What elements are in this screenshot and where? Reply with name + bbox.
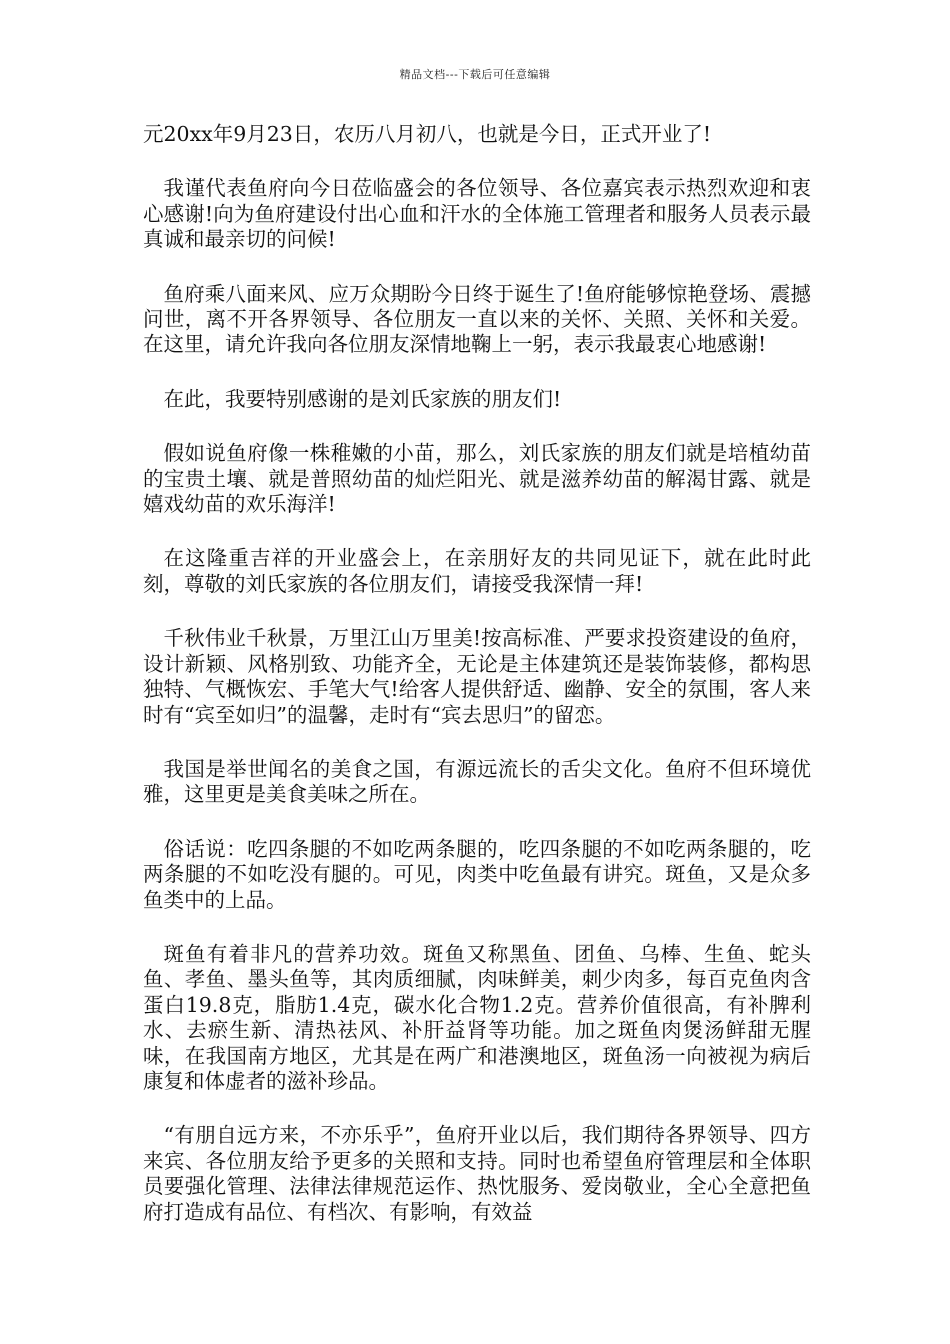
page-header: 精品文档---下载后可任意编辑 <box>399 68 551 81</box>
paragraph-proverb: 俗话说：吃四条腿的不如吃两条腿的，吃四条腿的不如吃两条腿的，吃两条腿的不如吃没有腿的。可见，肉类中吃鱼最有讲究。斑鱼，又是众多鱼类中的上品。 <box>143 836 811 912</box>
paragraph-closing: “有朋自远方来，不亦乐乎”，鱼府开业以后，我们期待各界领导、四方来宾、各位朋友给予更多的关照和支持。同时也希望鱼府管理层和全体职员要强化管理、法律法律规范运作、热忱服务、爱岗敬业，全心全意把鱼府打造成有品位、有档次、有影响，有效益 <box>143 1123 811 1224</box>
paragraph-nutrition: 斑鱼有着非凡的营养功效。斑鱼又称黑鱼、团鱼、乌棒、生鱼、蛇头鱼、孝鱼、墨头鱼等，其肉质细腻，肉味鲜美，刺少肉多，每百克鱼肉含蛋白19.8克，脂肪1.4克，碳水化合物1.2克。营养价值很高，有补脾利水、去瘀生新、清热祛风、补肝益肾等功能。加之斑鱼肉煲汤鲜甜无腥味，在我国南方地区，尤其是在两广和港澳地区，斑鱼汤一向被视为病后康复和体虚者的滋补珍品。 <box>143 941 811 1093</box>
paragraph-bow: 在这隆重吉祥的开业盛会上，在亲朋好友的共同见证下，就在此时此刻，尊敬的刘氏家族的各位朋友们，请接受我深情一拜! <box>143 546 811 596</box>
paragraph-special-thanks: 在此，我要特别感谢的是刘氏家族的朋友们! <box>163 386 562 411</box>
document-body <box>143 122 811 1254</box>
paragraph-design: 千秋伟业千秋景，万里江山万里美!按高标准、严要求投资建设的鱼府，设计新颖、风格别致、功能齐全，无论是主体建筑还是装饰装修，都构思独特、气概恢宏、手笔大气!给客人提供舒适、幽静、安全的氛围，客人来时有“宾至如归”的温馨，走时有“宾去思归”的留恋。 <box>143 626 811 727</box>
paragraph-cuisine: 我国是举世闻名的美食之国，有源远流长的舌尖文化。鱼府不但环境优雅，这里更是美食美味之所在。 <box>143 756 811 807</box>
paragraph-thanks-guests: 我谨代表鱼府向今日莅临盛会的各位领导、各位嘉宾表示热烈欢迎和衷心感谢!向为鱼府建设付出心血和汗水的全体施工管理者和服务人员表示最真诚和最亲切的问候! <box>143 176 811 252</box>
paragraph-debut: 鱼府乘八面来风、应万众期盼今日终于诞生了!鱼府能够惊艳登场、震撼问世，离不开各界领导、各位朋友一直以来的关怀、关照、关怀和关爱。在这里，请允许我向各位朋友深情地鞠上一躬，表示我最衷心地感谢! <box>143 281 811 357</box>
paragraph-seedling-metaphor: 假如说鱼府像一株稚嫩的小苗，那么，刘氏家族的朋友们就是培植幼苗的宝贵土壤、就是普照幼苗的灿烂阳光、就是滋养幼苗的解渴甘露、就是嬉戏幼苗的欢乐海洋! <box>143 441 811 517</box>
paragraph-opening-date: 元20xx年9月23日，农历八月初八，也就是今日，正式开业了! <box>143 122 712 146</box>
